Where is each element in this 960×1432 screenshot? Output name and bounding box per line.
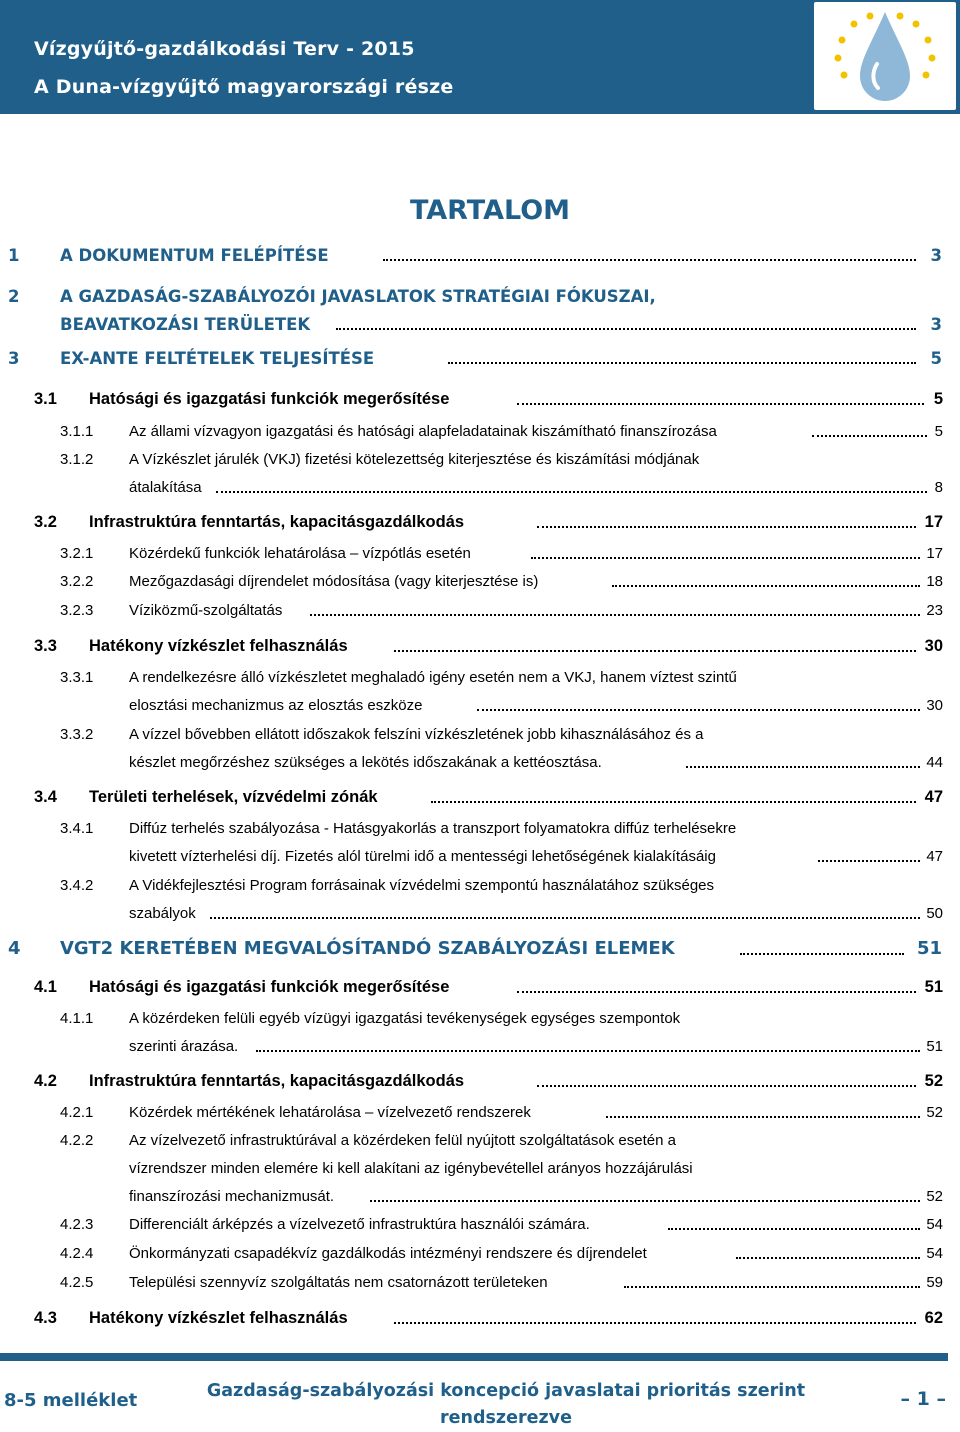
footer-page-number: – 1 – bbox=[900, 1388, 946, 1410]
toc-entry[interactable] bbox=[0, 1070, 960, 1096]
page-header bbox=[0, 0, 960, 114]
toc-text: EX-ANTE FELTÉTELEK TELJESÍTÉSE bbox=[60, 349, 375, 368]
toc-entry[interactable] bbox=[0, 875, 960, 929]
toc-entry[interactable] bbox=[0, 1272, 960, 1298]
toc-leader bbox=[431, 801, 916, 803]
toc-text: A DOKUMENTUM FELÉPÍTÉSE bbox=[60, 246, 329, 265]
toc-number: 4.2 bbox=[34, 1072, 57, 1090]
toc-page: 50 bbox=[926, 905, 943, 922]
toc-entry[interactable] bbox=[0, 286, 960, 340]
toc-page: 5 bbox=[934, 423, 943, 440]
toc-leader bbox=[517, 403, 924, 405]
toc-page: 52 bbox=[924, 1072, 943, 1090]
toc-entry[interactable] bbox=[0, 388, 960, 414]
toc-page: 51 bbox=[916, 938, 942, 959]
footer-title-line1: Gazdaság-szabályozási koncepció javaslatai prioritás szerint bbox=[206, 1381, 806, 1401]
toc-number: 3.2.1 bbox=[60, 545, 94, 562]
toc-entry[interactable] bbox=[0, 245, 960, 271]
toc-title: TARTALOM bbox=[409, 195, 571, 226]
toc-text-continuation: finanszírozási mechanizmusát. bbox=[129, 1188, 335, 1205]
toc-text-continuation: BEAVATKOZÁSI TERÜLETEK bbox=[60, 315, 311, 334]
header-subtitle: A Duna-vízgyűjtő magyarországi része bbox=[34, 76, 454, 98]
toc-leader bbox=[210, 917, 920, 919]
toc-page: 59 bbox=[926, 1274, 943, 1291]
toc-number: 3 bbox=[8, 349, 20, 368]
toc-number: 4.2.4 bbox=[60, 1245, 94, 1262]
toc-entry[interactable] bbox=[0, 786, 960, 812]
toc-leader bbox=[256, 1050, 920, 1052]
footer-annex-label: 8-5 melléklet bbox=[4, 1390, 138, 1411]
toc-text: Hatósági és igazgatási funkciók megerősítése bbox=[89, 390, 450, 408]
toc-number: 3.2.2 bbox=[60, 573, 94, 590]
toc-text: Települési szennyvíz szolgáltatás nem csatornázott területeken bbox=[129, 1274, 548, 1291]
toc-page: 54 bbox=[926, 1216, 943, 1233]
toc-number: 4.3 bbox=[34, 1309, 57, 1327]
toc-text: Hatékony vízkészlet felhasználás bbox=[89, 637, 348, 655]
footer-title-line2: rendszerezve bbox=[440, 1408, 572, 1428]
toc-text: A vízzel bővebben ellátott időszakok felszíni vízkészletének jobb kihasználásához és a bbox=[129, 726, 704, 743]
toc-leader bbox=[448, 362, 916, 364]
toc-number: 3.4.1 bbox=[60, 820, 94, 837]
toc-page: 17 bbox=[926, 545, 943, 562]
toc-text: Az állami vízvagyon igazgatási és hatósági alapfeladatainak kiszámítható finanszírozása bbox=[129, 423, 717, 440]
toc-number: 3.2 bbox=[34, 513, 57, 531]
toc-number: 4.1 bbox=[34, 978, 57, 996]
toc-entry[interactable] bbox=[0, 449, 960, 503]
toc-leader bbox=[606, 1116, 920, 1118]
toc-entry[interactable] bbox=[0, 1008, 960, 1062]
toc-text: Diffúz terhelés szabályozása - Hatásgyakorlás a transzport folyamatokra diffúz terhelésekre bbox=[129, 820, 737, 837]
toc-entry[interactable] bbox=[0, 1214, 960, 1240]
toc-leader bbox=[336, 328, 916, 330]
toc-leader bbox=[624, 1286, 920, 1288]
toc-text-continuation: készlet megőrzéshez szükséges a lekötés időszakának a kettéosztása. bbox=[129, 754, 602, 771]
toc-number: 3.4 bbox=[34, 788, 57, 806]
toc-text: A rendelkezésre álló vízkészletet meghaladó igény esetén nem a VKJ, hanem víztest szintű bbox=[129, 669, 737, 686]
toc-entry[interactable] bbox=[0, 1130, 960, 1212]
toc-text: Infrastruktúra fenntartás, kapacitásgazdálkodás bbox=[89, 1072, 465, 1090]
toc-number: 3.1.1 bbox=[60, 423, 94, 440]
toc-leader bbox=[537, 526, 916, 528]
toc-page: 3 bbox=[930, 315, 942, 334]
toc-leader bbox=[394, 1322, 916, 1324]
toc-page: 30 bbox=[926, 697, 943, 714]
toc-leader bbox=[612, 585, 920, 587]
toc-text: Hatósági és igazgatási funkciók megerősítése bbox=[89, 978, 450, 996]
toc-text: Közérdek mértékének lehatárolása – vízelvezető rendszerek bbox=[129, 1104, 531, 1121]
toc-leader bbox=[383, 259, 916, 261]
toc-number: 3.3 bbox=[34, 637, 57, 655]
toc-text-continuation: szabályok bbox=[129, 905, 196, 922]
toc-entry[interactable] bbox=[0, 1243, 960, 1269]
toc-number: 4.2.1 bbox=[60, 1104, 94, 1121]
toc-text: Az vízelvezető infrastruktúrával a közérdeken felül nyújtott szolgáltatások esetén a bbox=[129, 1132, 676, 1149]
toc-text-continuation: kivetett vízterhelési díj. Fizetés alól türelmi idő a mentességi lehetőségének kialakításáig bbox=[129, 848, 716, 865]
toc-text: A közérdeken felüli egyéb vízügyi igazgatási tevékenységek egységes szempontok bbox=[129, 1010, 681, 1027]
toc-text: Mezőgazdasági díjrendelet módosítása (vagy kiterjesztése is) bbox=[129, 573, 539, 590]
toc-text: Víziközmű-szolgáltatás bbox=[129, 602, 283, 619]
toc-leader bbox=[370, 1200, 920, 1202]
toc-text: A Vízkészlet járulék (VKJ) fizetési kötelezettség kiterjesztése és kiszámítási módjának bbox=[129, 451, 700, 468]
footer-divider bbox=[0, 1353, 948, 1361]
toc-number: 1 bbox=[8, 246, 20, 265]
toc-text: A GAZDASÁG-SZABÁLYOZÓI JAVASLATOK STRATÉGIAI FÓKUSZAI, bbox=[60, 287, 656, 306]
toc-leader bbox=[818, 860, 920, 862]
toc-entry[interactable] bbox=[0, 938, 960, 966]
toc-text: Hatékony vízkészlet felhasználás bbox=[89, 1309, 348, 1327]
toc-number: 3.3.1 bbox=[60, 669, 94, 686]
toc-number: 4.2.3 bbox=[60, 1216, 94, 1233]
toc-entry[interactable] bbox=[0, 543, 960, 569]
toc-entry[interactable] bbox=[0, 818, 960, 872]
toc-leader bbox=[686, 766, 920, 768]
toc-entry[interactable] bbox=[0, 348, 960, 374]
toc-number: 3.4.2 bbox=[60, 877, 94, 894]
toc-entry[interactable] bbox=[0, 421, 960, 447]
toc-text: Infrastruktúra fenntartás, kapacitásgazdálkodás bbox=[89, 513, 465, 531]
toc-page: 47 bbox=[926, 848, 943, 865]
toc-number: 3.2.3 bbox=[60, 602, 94, 619]
toc-number: 4.1.1 bbox=[60, 1010, 94, 1027]
toc-number: 3.3.2 bbox=[60, 726, 94, 743]
toc-page: 52 bbox=[926, 1188, 943, 1205]
toc-leader bbox=[517, 991, 916, 993]
footer-document-title bbox=[166, 1378, 846, 1432]
toc-text: VGT2 KERETÉBEN MEGVALÓSÍTANDÓ SZABÁLYOZÁSI ELEMEK bbox=[60, 938, 675, 959]
toc-page: 47 bbox=[924, 788, 943, 806]
toc-number: 4 bbox=[8, 938, 21, 959]
toc-leader bbox=[812, 435, 927, 437]
toc-leader bbox=[531, 557, 920, 559]
toc-number: 4.2.2 bbox=[60, 1132, 94, 1149]
toc-text-continuation: átalakítása bbox=[129, 479, 202, 496]
toc-text-continuation: vízrendszer minden elemére ki kell alakítani az igénybevétellel arányos hozzájárulási bbox=[129, 1160, 693, 1177]
toc-leader bbox=[740, 953, 904, 955]
toc-page: 51 bbox=[924, 978, 943, 996]
toc-text: A Vidékfejlesztési Program forrásainak vízvédelmi szempontú használatához szükséges bbox=[129, 877, 715, 894]
toc-leader bbox=[537, 1085, 916, 1087]
toc-number: 4.2.5 bbox=[60, 1274, 94, 1291]
toc-page: 54 bbox=[926, 1245, 943, 1262]
toc-entry[interactable] bbox=[0, 724, 960, 778]
toc-page: 23 bbox=[926, 602, 943, 619]
toc-leader bbox=[736, 1257, 920, 1259]
water-drop-logo-icon bbox=[814, 2, 956, 110]
toc-entry[interactable] bbox=[0, 667, 960, 721]
toc-page: 44 bbox=[926, 754, 943, 771]
toc-number: 3.1 bbox=[34, 390, 57, 408]
toc-text: Önkormányzati csapadékvíz gazdálkodás intézményi rendszere és díjrendelet bbox=[129, 1245, 647, 1262]
toc-leader bbox=[310, 614, 920, 616]
toc-page: 30 bbox=[924, 637, 943, 655]
toc-page: 17 bbox=[924, 513, 943, 531]
toc-text: Közérdekű funkciók lehatárolása – vízpótlás esetén bbox=[129, 545, 471, 562]
toc-page: 18 bbox=[926, 573, 943, 590]
toc-number: 2 bbox=[8, 287, 20, 306]
toc-entry[interactable] bbox=[0, 1307, 960, 1333]
toc-text-continuation: elosztási mechanizmus az elosztás eszköze bbox=[129, 697, 423, 714]
toc-page: 5 bbox=[930, 349, 942, 368]
toc-leader bbox=[477, 709, 920, 711]
toc-leader bbox=[394, 650, 916, 652]
toc-page: 62 bbox=[924, 1309, 943, 1327]
toc-text-continuation: szerinti árazása. bbox=[129, 1038, 239, 1055]
toc-page: 52 bbox=[926, 1104, 943, 1121]
toc-number: 3.1.2 bbox=[60, 451, 94, 468]
toc-leader bbox=[668, 1228, 920, 1230]
toc-page: 51 bbox=[926, 1038, 943, 1055]
toc-page: 3 bbox=[930, 246, 942, 265]
toc-text: Differenciált árképzés a vízelvezető infrastruktúra használói számára. bbox=[129, 1216, 590, 1233]
toc-page: 5 bbox=[933, 390, 943, 408]
toc-text: Területi terhelések, vízvédelmi zónák bbox=[89, 788, 378, 806]
toc-page: 8 bbox=[934, 479, 943, 496]
toc-entry[interactable] bbox=[0, 976, 960, 1002]
toc-leader bbox=[216, 491, 927, 493]
toc-entry[interactable] bbox=[0, 1102, 960, 1128]
toc-entry[interactable] bbox=[0, 635, 960, 661]
toc-entry[interactable] bbox=[0, 600, 960, 626]
toc-entry[interactable] bbox=[0, 511, 960, 537]
toc-entry[interactable] bbox=[0, 571, 960, 597]
header-title: Vízgyűjtő-gazdálkodási Terv - 2015 bbox=[34, 38, 415, 60]
